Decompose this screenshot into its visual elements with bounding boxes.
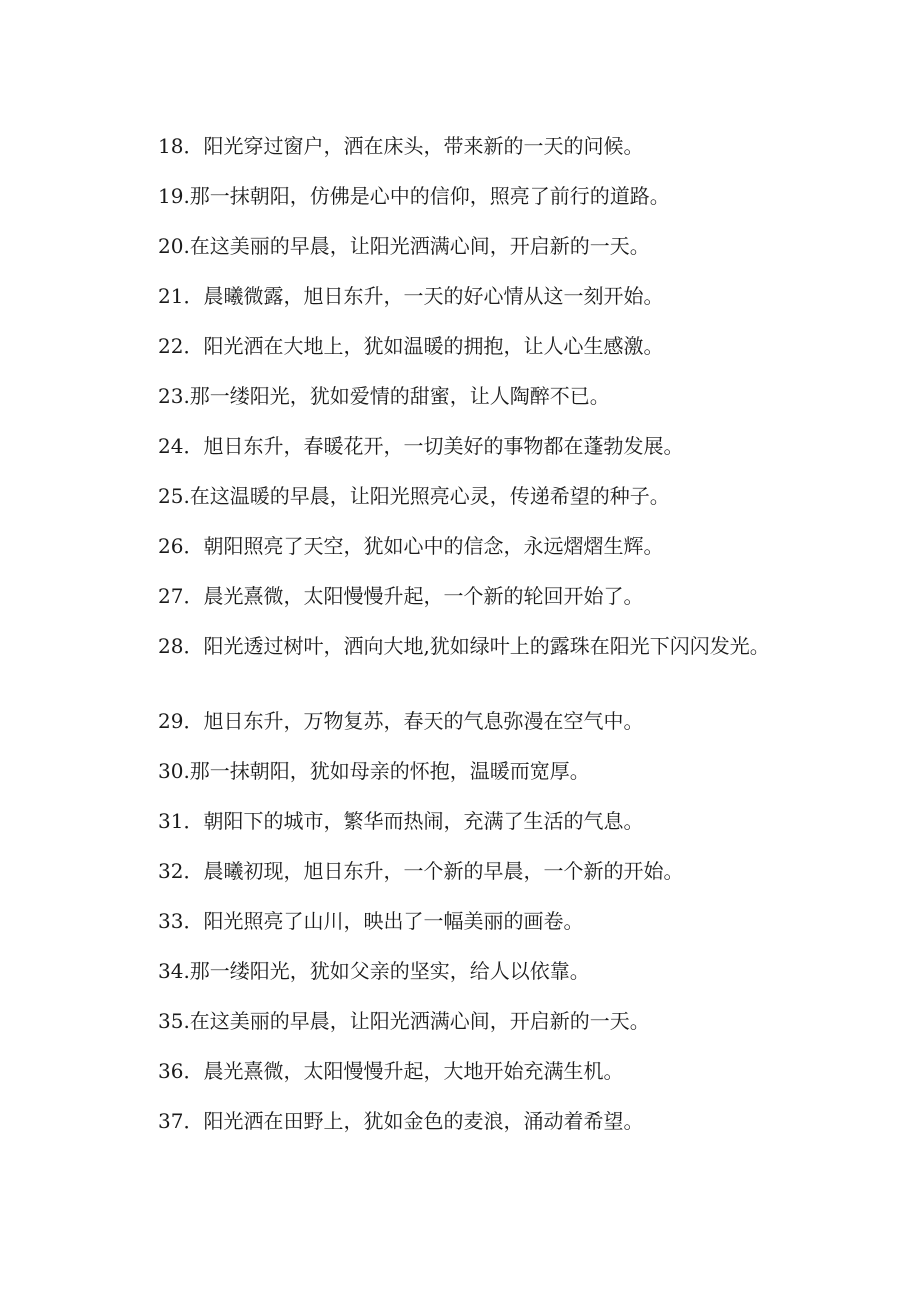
list-item [118,903,808,940]
item-number: 18 [158,134,184,158]
list-item [118,578,808,615]
list-item [118,1053,808,1090]
item-text: ．阳光透过树叶，洒向大地,犹如绿叶上的露珠在阳光下闪闪发光。 [183,634,770,658]
item-number: 27 [158,584,184,608]
item-text: .在这美丽的早晨，让阳光洒满心间，开启新的一天。 [183,1009,650,1033]
item-text: .那一缕阳光，犹如父亲的坚实，给人以依靠。 [183,959,590,983]
item-text: ．旭日东升，万物复苏，春天的气息弥漫在空气中。 [183,709,644,733]
list-item [118,378,808,415]
list-item [118,528,808,565]
item-text: .那一抹朝阳，犹如母亲的怀抱，温暖而宽厚。 [183,759,590,783]
item-number: 33 [158,909,184,933]
item-number: 37 [158,1109,184,1133]
item-number: 19 [158,184,184,208]
item-text: ．阳光照亮了山川，映出了一幅美丽的画卷。 [183,909,584,933]
item-text: ．朝阳下的城市，繁华而热闹，充满了生活的气息。 [183,809,644,833]
item-number: 35 [158,1009,184,1033]
list-item [118,228,808,265]
item-number: 32 [158,859,184,883]
item-number: 20 [158,234,184,258]
item-number: 36 [158,1059,184,1083]
item-number: 31 [158,809,184,833]
item-text: ．旭日东升，春暖花开，一切美好的事物都在蓬勃发展。 [183,434,684,458]
item-number: 22 [158,334,184,358]
item-number: 21 [158,284,184,308]
item-text: ．阳光穿过窗户，洒在床头，带来新的一天的问候。 [183,134,644,158]
item-text: ．朝阳照亮了天空，犹如心中的信念，永远熠熠生辉。 [183,534,664,558]
list-item [118,628,808,665]
item-text: .在这温暖的早晨，让阳光照亮心灵，传递希望的种子。 [183,484,670,508]
list-item [118,703,808,740]
item-text: ．阳光洒在田野上，犹如金色的麦浪，涌动着希望。 [183,1109,644,1133]
list-item [118,428,808,465]
item-text: ．晨曦微露，旭日东升，一天的好心情从这一刻开始。 [183,284,664,308]
list-item [118,278,808,315]
item-text: ．阳光洒在大地上，犹如温暖的拥抱，让人心生感激。 [183,334,664,358]
item-number: 25 [158,484,184,508]
item-text: .那一抹朝阳，仿佛是心中的信仰，照亮了前行的道路。 [183,184,670,208]
item-text: ．晨光熹微，太阳慢慢升起，大地开始充满生机。 [183,1059,624,1083]
item-number: 34 [158,959,184,983]
list-item [118,1003,808,1040]
list-item [118,853,808,890]
item-text: ．晨曦初现，旭日东升，一个新的早晨，一个新的开始。 [183,859,684,883]
list-item [118,128,808,165]
item-text: .在这美丽的早晨，让阳光洒满心间，开启新的一天。 [183,234,650,258]
list-item [118,753,808,790]
item-text: ．晨光熹微，太阳慢慢升起，一个新的轮回开始了。 [183,584,644,608]
item-text: .那一缕阳光，犹如爱情的甜蜜，让人陶醉不已。 [183,384,610,408]
list-item [118,178,808,215]
list-item [118,1103,808,1140]
item-number: 26 [158,534,184,558]
item-number: 29 [158,709,184,733]
list-item [118,953,808,990]
item-number: 30 [158,759,184,783]
item-number: 28 [158,634,184,658]
list-item [118,803,808,840]
list-item [118,478,808,515]
item-number: 23 [158,384,184,408]
item-number: 24 [158,434,184,458]
list-item [118,328,808,365]
